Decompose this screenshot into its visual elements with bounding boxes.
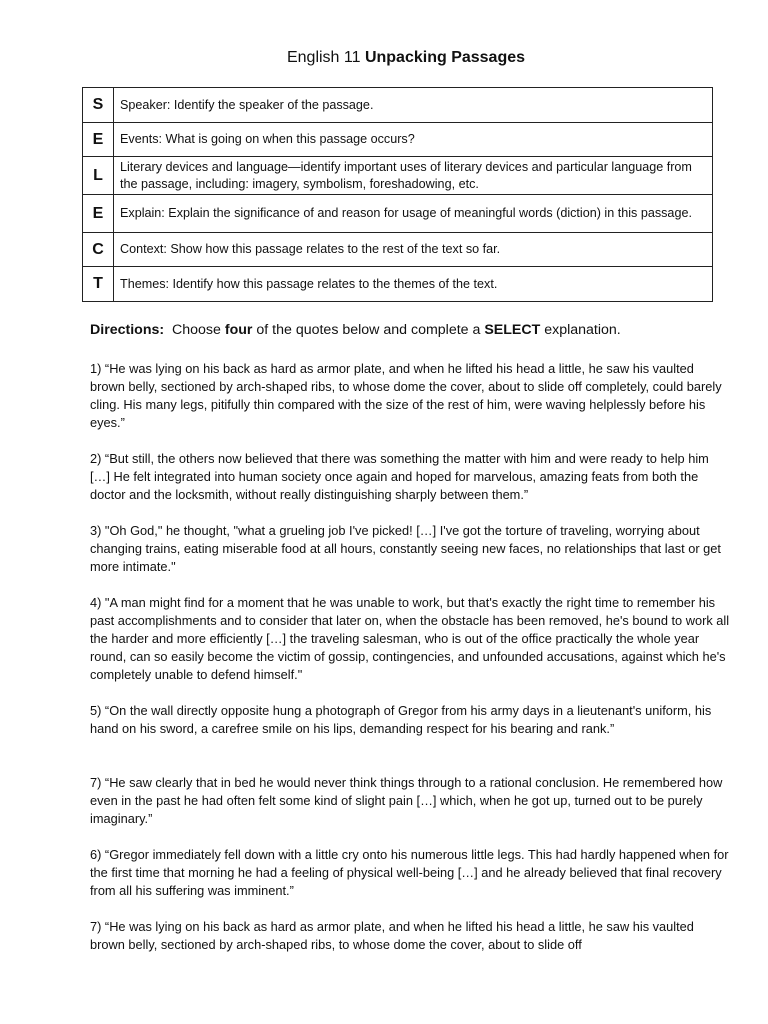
quote-item: 2) “But still, the others now believed that there was something the matter with him and were ready to help him […] He felt integrated into human society once again and hoped for marvelous, amazing feats from both the doctor and the locksmith, without really distinguishing sharply between them.” <box>90 451 709 502</box>
select-letter: E <box>83 195 114 233</box>
quote-item: 5) “On the wall directly opposite hung a photograph of Gregor from his army days in a lieutenant's uniform, his hand on his sword, a carefree smile on his lips, demanding respect for his bearing and rank.” <box>90 703 712 736</box>
select-description: Explain: Explain the significance of and reason for usage of meaningful words (diction) in this passage. <box>114 195 713 233</box>
select-letter: E <box>83 123 114 157</box>
select-description: Speaker: Identify the speaker of the passage. <box>114 88 713 123</box>
select-letter: L <box>83 157 114 195</box>
title-bold: Unpacking Passages <box>364 49 526 66</box>
select-table <box>82 87 713 302</box>
select-letter: S <box>83 88 114 123</box>
select-row-themes <box>83 267 713 302</box>
directions-text-1: Choose <box>164 322 225 338</box>
quote-item: 7) “He was lying on his back as hard as armor plate, and when he lifted his head a little, he saw his vaulted brown belly, sectioned by arch-shaped ribs, to whose dome the cover, about to slide off <box>90 919 694 952</box>
select-description: Themes: Identify how this passage relates to the themes of the text. <box>114 267 713 302</box>
directions-count: four <box>224 322 253 338</box>
page-title <box>0 48 768 68</box>
select-letter: C <box>83 233 114 267</box>
select-row-literary-devices <box>83 157 713 195</box>
title-prefix: English 11 <box>286 49 365 66</box>
select-description: Events: What is going on when this passage occurs? <box>114 123 713 157</box>
directions-text-3: explanation. <box>540 322 621 338</box>
select-row-explain <box>83 195 713 233</box>
select-row-context <box>83 233 713 267</box>
directions-text-2: of the quotes below and complete a <box>252 322 485 338</box>
directions-label: Directions: <box>90 322 165 338</box>
select-description: Context: Show how this passage relates to the rest of the text so far. <box>114 233 713 267</box>
directions <box>90 321 621 339</box>
quote-item: 7) “He saw clearly that in bed he would never think things through to a rational conclusion. He remembered how even in the past he had often felt some kind of slight pain […] which, when he got up, turned out to be purely imaginary.” <box>90 775 723 826</box>
select-description: Literary devices and language—identify important uses of literary devices and particular language from the passage, including: imagery, symbolism, foreshadowing, etc. <box>114 157 713 195</box>
directions-keyword: SELECT <box>484 322 541 338</box>
select-row-speaker <box>83 88 713 123</box>
quote-item: 6) “Gregor immediately fell down with a little cry onto his numerous little legs. This had hardly happened when for the first time that morning he had a feeling of physical well-being […] and he already believed that final recovery from all his suffering was imminent.” <box>90 847 729 898</box>
select-row-events <box>83 123 713 157</box>
select-letter: T <box>83 267 114 302</box>
quote-item: 1) “He was lying on his back as hard as armor plate, and when he lifted his head a little, he saw his vaulted brown belly, sectioned by arch-shaped ribs, to whose dome the cover, about to slide off completely, could barely cling. His many legs, pitifully thin compared with the size of the rest of him, were waving helplessly before his eyes.” <box>90 361 722 430</box>
quote-item: 3) "Oh God," he thought, "what a grueling job I've picked! […] I've got the torture of traveling, worrying about changing trains, eating miserable food at all hours, constantly seeing new faces, no relationships that last or get more intimate." <box>90 523 721 574</box>
quote-item: 4) "A man might find for a moment that he was unable to work, but that's exactly the right time to remember his past accomplishments and to consider that later on, when the obstacle has been removed, he's bound to work all the harder and more efficiently […] the traveling salesman, who is out of the office practically the whole year round, can so easily become the victim of gossip, contingencies, and unfounded accusations, against which he's completely unable to defend himself." <box>90 595 730 682</box>
